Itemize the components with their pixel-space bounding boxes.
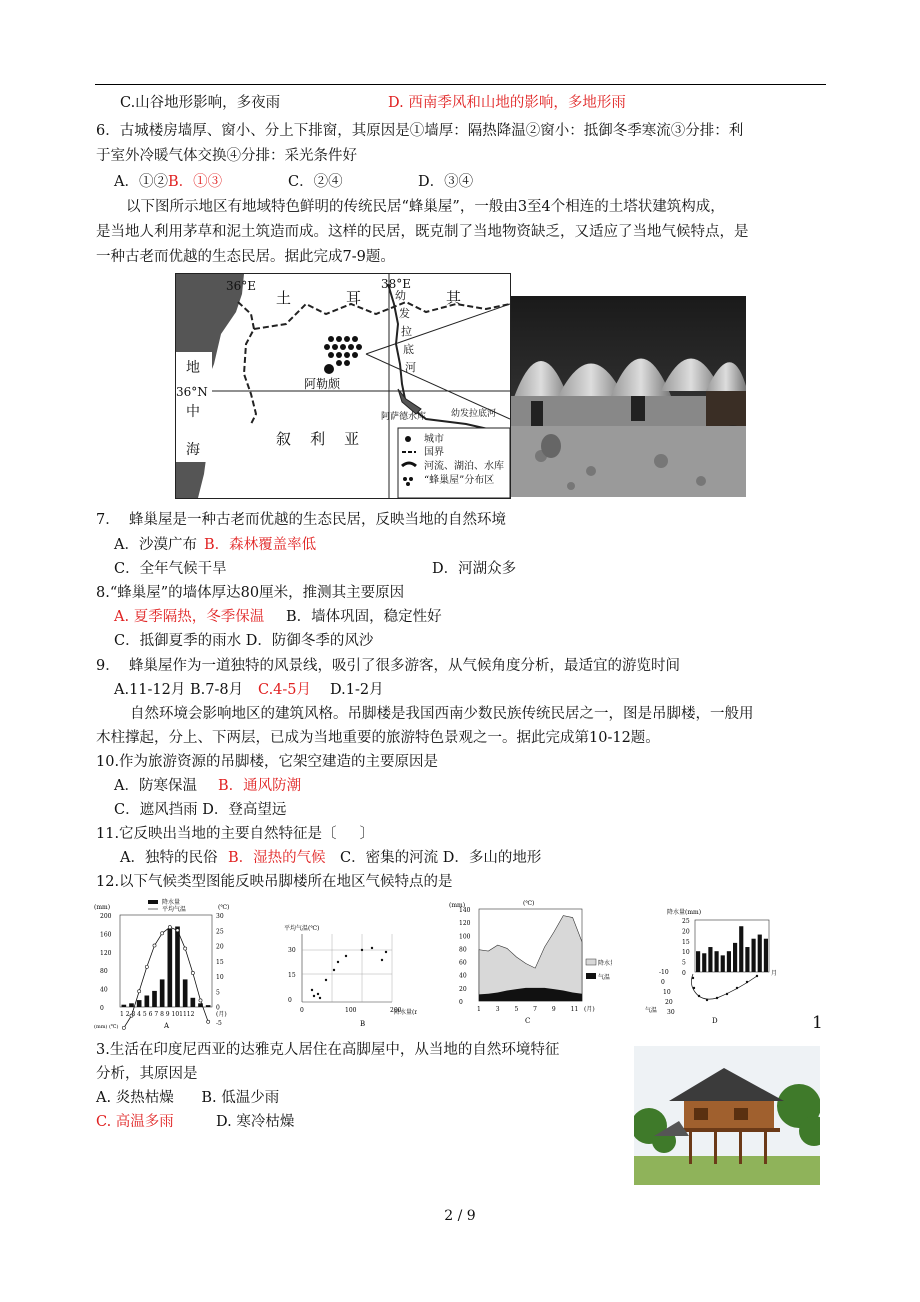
chart-d-temp-point <box>736 987 738 989</box>
chart-a-bar <box>152 991 157 1007</box>
q8-option-cd: C．抵御夏季的雨水 D．防御冬季的风沙 <box>114 633 374 649</box>
map-river-3: 拉 <box>401 325 412 338</box>
legend-water: 河流、湖泊、水库 <box>424 461 504 472</box>
chart-d-temp-point <box>706 999 708 1001</box>
chart-d-bar <box>727 951 731 972</box>
chart-a-temp-point <box>207 1020 210 1023</box>
chart-b-point <box>313 995 315 997</box>
chart-a-bar <box>206 1005 211 1007</box>
chart-c-label: C <box>525 1017 531 1025</box>
chart-c-xtick: 7 <box>533 1006 538 1013</box>
legend-beehive: “蜂巢屋”分布区 <box>424 475 495 486</box>
chart-d-temp-point <box>716 997 718 999</box>
chart-d-bar <box>708 947 712 972</box>
climate-chart-c <box>447 897 612 1027</box>
q7-option-b-answer: B．森林覆盖率低 <box>204 537 317 553</box>
q6-option-d: D．③④ <box>418 174 474 190</box>
chart-c-ytick: 80 <box>459 946 467 954</box>
chart-a-temp-point <box>122 1026 125 1029</box>
question-13-cont: 分析，其原因是 <box>96 1066 198 1082</box>
climate-chart-d <box>637 902 792 1027</box>
chart-d-temp-tick: -10 <box>659 969 669 976</box>
chart-a-ytick-right: 15 <box>216 958 224 966</box>
chart-c-xtick: 1 <box>477 1006 481 1013</box>
q8-option-b: B．墙体巩固，稳定性好 <box>286 609 442 625</box>
chart-d-bar <box>758 935 762 972</box>
chart-a-temp-point <box>176 929 179 932</box>
chart-d-month: 月 <box>771 970 778 977</box>
q6-option-c: C．②④ <box>288 174 343 190</box>
question-10: 10.作为旅游资源的吊脚楼，它架空建造的主要原因是 <box>96 754 439 770</box>
chart-c-xtick: 9 <box>551 1006 556 1013</box>
chart-c-ytick: 0 <box>459 999 463 1006</box>
side-number: 1 <box>812 1013 823 1033</box>
chart-c-legend-1: 降水 <box>598 960 611 967</box>
chart-a-ytick-right: 5 <box>216 989 220 997</box>
q6-option-b-answer: B．①③ <box>168 174 223 190</box>
chart-a-ytick-left: 160 <box>100 931 112 939</box>
chart-c-ytick: 40 <box>459 972 467 980</box>
chart-b-ylabel: 平均气温(℃) <box>284 925 320 932</box>
chart-a-legend-2: 平均气温 <box>162 906 187 913</box>
chart-a-temp-point <box>191 971 194 974</box>
chart-d-label: D <box>712 1017 718 1025</box>
chart-b-xtick: 200 <box>390 1007 402 1014</box>
q7-option-c: C．全年气候干旱 <box>114 561 227 577</box>
chart-a-bar <box>160 979 165 1007</box>
chart-a-ytick-right: 25 <box>216 928 224 936</box>
chart-b-xtick: 0 <box>300 1007 304 1014</box>
question-13: 3.生活在印度尼西亚的达雅克人居住在高脚屋中，从当地的自然环境特征 <box>96 1042 560 1058</box>
chart-a-temp-point <box>161 932 164 935</box>
chart-a-bar <box>168 929 173 1007</box>
chart-b-ytick: 0 <box>288 997 292 1004</box>
chart-d-temp-label: 气温 <box>645 1007 658 1014</box>
q9-option-d: D.1-2月 <box>330 682 384 698</box>
page-number: 2 / 9 <box>444 1208 476 1224</box>
chart-d-ytick: 25 <box>682 918 690 925</box>
chart-a-unit-right: (℃) <box>218 904 230 911</box>
chart-d-temp-point <box>746 981 748 983</box>
map-lon-36: 36°E <box>226 279 257 293</box>
line-option-d-answer: D. 西南季风和山地的影响，多地形雨 <box>388 95 626 111</box>
question-12: 12.以下气候类型图能反映吊脚楼所在地区气候特点的是 <box>96 874 453 890</box>
chart-c-ytick: 20 <box>459 985 467 993</box>
chart-d-temp-point <box>726 993 728 995</box>
chart-a-xunit: (月) <box>216 1011 227 1018</box>
chart-a-unit-left: (mm) <box>94 904 111 911</box>
q10-option-a: A．防寒保温 <box>114 778 197 794</box>
chart-b-point <box>325 979 327 981</box>
chart-a-xticks: 1 2 3 4 5 6 7 8 9 101112 <box>120 1011 195 1018</box>
chart-a-bottom-units: (mm) (℃) <box>94 1024 119 1030</box>
chart-d-ytick: 20 <box>682 928 690 936</box>
chart-c-xunit: (月) <box>584 1006 595 1013</box>
legend-city: 城市 <box>424 434 444 445</box>
map-city-aleppo: 阿勒颇 <box>304 377 341 391</box>
map-label-turkey-2: 耳 <box>346 289 362 307</box>
q9-option-ab: A.11-12月 B.7-8月 <box>114 682 244 698</box>
chart-d-bar <box>752 939 756 972</box>
chart-a-temp-point <box>138 990 141 993</box>
chart-d-temp-tick: 20 <box>665 999 673 1006</box>
chart-d-ytick: 5 <box>682 959 686 967</box>
chart-a-ytick-left: 120 <box>100 949 112 957</box>
q8-option-a-answer: A. 夏季隔热，冬季保温 <box>114 609 265 625</box>
chart-a-ytick-right: 10 <box>216 974 224 981</box>
passage-2-cont: 木柱撑起，分上、下两层，已成为当地重要的旅游特色景观之一。据此完成第10-12题。 <box>96 730 660 746</box>
q6-option-a: A．①② <box>114 174 168 190</box>
q7-option-d: D．河湖众多 <box>432 561 517 577</box>
passage-1-end: 一种古老而优越的生态民居。据此完成7-9题。 <box>96 249 395 265</box>
chart-a-bar <box>122 1005 127 1007</box>
q13-option-c-answer: C. 高温多雨 <box>96 1114 174 1130</box>
chart-d-temp-tick: 30 <box>667 1009 675 1016</box>
map-lat-36: 36°N <box>176 382 208 402</box>
chart-d-unit: 降水量(mm) <box>667 909 702 916</box>
chart-c-xtick: 5 <box>514 1006 519 1013</box>
map-lon-38: 38°E <box>381 277 412 291</box>
chart-c-legend-box-1 <box>586 959 596 965</box>
chart-a-temp-point <box>168 926 171 929</box>
chart-a-ytick-left: 200 <box>100 913 112 920</box>
chart-b-point <box>337 961 339 963</box>
chart-a-ytick-left: 0 <box>100 1005 104 1012</box>
map-river2-label: 幼发拉底河 <box>451 409 497 419</box>
chart-d-bar <box>702 953 706 972</box>
q13-option-ab: A. 炎热枯燥 B. 低温少雨 <box>96 1090 280 1106</box>
question-8: 8.“蜂巢屋”的墙体厚达80厘米，推测其主要原因 <box>96 585 405 601</box>
question-6: 6．古城楼房墙厚、窗小、分上下排窗，其原因是①墙厚：隔热降温②窗小：抵御冬季寒流③分排：利 <box>96 123 744 139</box>
chart-b-point <box>385 951 387 953</box>
syria-map <box>175 273 511 499</box>
map-dam-label: 阿萨德水库 <box>381 412 427 422</box>
chart-a-bar <box>137 1000 142 1007</box>
chart-c-ytick: 60 <box>459 959 467 967</box>
chart-b-ytick: 15 <box>288 972 296 979</box>
q9-option-c-answer: C.4-5月 <box>258 682 312 698</box>
chart-a-ytick-right: 0 <box>216 1004 220 1012</box>
chart-a-temp-point <box>153 944 156 947</box>
climate-chart-a <box>92 897 242 1032</box>
map-label-syria: 叙 利 亚 <box>276 430 360 448</box>
chart-a-bar <box>191 998 196 1007</box>
chart-a-ytick-right: -5 <box>216 1019 222 1027</box>
chart-b-point <box>381 959 383 961</box>
stilt-house-photo <box>634 1046 820 1185</box>
chart-c-ytick: 100 <box>459 933 471 941</box>
chart-d-bar <box>696 951 700 972</box>
chart-b-point <box>317 993 319 995</box>
chart-c-xtick: 3 <box>495 1006 500 1013</box>
map-label-turkey-1: 土 <box>276 289 292 307</box>
chart-a-ytick-right: 20 <box>216 943 224 951</box>
chart-d-temp-tick: 0 <box>661 979 665 986</box>
map-river-5: 河 <box>405 361 416 374</box>
chart-c-ytick: 140 <box>459 907 471 914</box>
chart-a-bar <box>183 979 188 1007</box>
chart-d-temp-point <box>693 987 695 989</box>
chart-b-point <box>361 949 363 951</box>
question-11: 11.它反映出当地的主要自然特征是〔 〕 <box>96 826 375 842</box>
q11-option-cd: C．密集的河流 D．多山的地形 <box>340 850 542 866</box>
chart-d-temp-point <box>756 975 758 977</box>
chart-a-temp-point <box>184 947 187 950</box>
chart-d-ytick: 15 <box>682 938 690 946</box>
chart-b-point <box>345 955 347 957</box>
chart-a-ytick-left: 80 <box>100 968 108 976</box>
climate-chart-b <box>282 920 417 1030</box>
chart-c-ytick: 120 <box>459 920 471 928</box>
line-option-c: C.山谷地形影响，多夜雨 <box>120 95 281 111</box>
question-6-cont: 于室外冷暖气体交换④分排：采光条件好 <box>96 148 357 164</box>
passage-1: 以下图所示地区有地域特色鲜明的传统民居“蜂巢屋”，一般由3至4个相连的土塔状建筑构成， <box>126 199 725 215</box>
map-sea-2: 中 <box>186 404 200 420</box>
passage-1-cont: 是当地人利用茅草和泥土筑造而成。这样的民居，既克制了当地物资缺乏，又适应了当地气候特点，是 <box>96 224 749 240</box>
beehive-house-photo <box>511 296 746 497</box>
chart-a-bar <box>129 1003 134 1007</box>
chart-a-legend-1: 降水量 <box>162 899 181 906</box>
chart-c-legend-2: 气温 <box>598 974 611 981</box>
chart-d-temp-point <box>698 995 700 997</box>
chart-b-label: B <box>360 1020 366 1028</box>
chart-d-temp-tick: 10 <box>663 989 671 996</box>
map-sea-1: 地 <box>186 360 200 376</box>
chart-c-legend-box-2 <box>586 973 596 979</box>
header-rule <box>95 84 826 85</box>
q7-option-a: A．沙漠广布 <box>114 537 197 553</box>
q11-option-a: A．独特的民俗 <box>120 850 218 866</box>
chart-b-xlabel: 降水量( <box>394 1009 415 1016</box>
chart-c-unit-right: (℃) <box>523 900 535 907</box>
chart-b-xtick: 100 <box>345 1007 357 1014</box>
question-7: 7． 蜂巢屋是一种古老而优越的生态民居，反映当地的自然环境 <box>96 512 506 528</box>
question-9: 9． 蜂巢屋作为一道独特的风景线，吸引了很多游客，从气候角度分析，最适宜的游览时间 <box>96 658 680 674</box>
map-sea-3: 海 <box>186 442 200 458</box>
chart-a-temp-point <box>199 999 202 1002</box>
passage-2: 自然环境会影响地区的建筑风格。吊脚楼是我国西南少数民族传统民居之一，图是吊脚楼，一般用 <box>130 706 754 722</box>
chart-d-bar <box>745 947 749 972</box>
chart-a-ytick-left: 40 <box>100 986 108 994</box>
q10-option-b-answer: B．通风防潮 <box>218 778 302 794</box>
chart-d-ytick: 0 <box>682 970 686 977</box>
chart-d-bar <box>764 939 768 972</box>
chart-d-ytick: 10 <box>682 949 690 957</box>
chart-a-bar <box>145 996 150 1008</box>
map-river-1: 幼 <box>395 289 406 302</box>
chart-d-temp-curve <box>691 974 757 999</box>
chart-d-bar <box>721 955 725 972</box>
q13-option-d: D. 寒冷枯燥 <box>216 1114 295 1130</box>
chart-d-temp-point <box>692 977 694 979</box>
chart-b-point <box>319 997 321 999</box>
chart-d-bar <box>715 951 719 972</box>
q10-option-cd: C．遮风挡雨 D．登高望远 <box>114 802 287 818</box>
chart-c-unit: (mm) <box>449 902 466 909</box>
chart-a-legend-bar <box>148 900 158 904</box>
q11-option-b-answer: B．湿热的气候 <box>228 850 326 866</box>
chart-b-point <box>371 947 373 949</box>
chart-c-xtick: 11 <box>570 1006 579 1013</box>
map-river-4: 底 <box>403 343 414 356</box>
chart-b-point <box>333 969 335 971</box>
chart-d-bar <box>739 926 743 972</box>
chart-a-bar <box>175 927 180 1008</box>
chart-a-label: A <box>164 1022 170 1030</box>
map-label-turkey-3: 其 <box>446 289 462 307</box>
chart-a-ytick-right: 30 <box>216 913 224 920</box>
chart-b-ytick: 30 <box>288 947 296 954</box>
chart-d-bar <box>733 943 737 972</box>
legend-border: 国界 <box>424 447 444 458</box>
chart-a-temp-point <box>145 965 148 968</box>
map-river-2: 发 <box>399 307 410 320</box>
chart-b-point <box>311 989 313 991</box>
